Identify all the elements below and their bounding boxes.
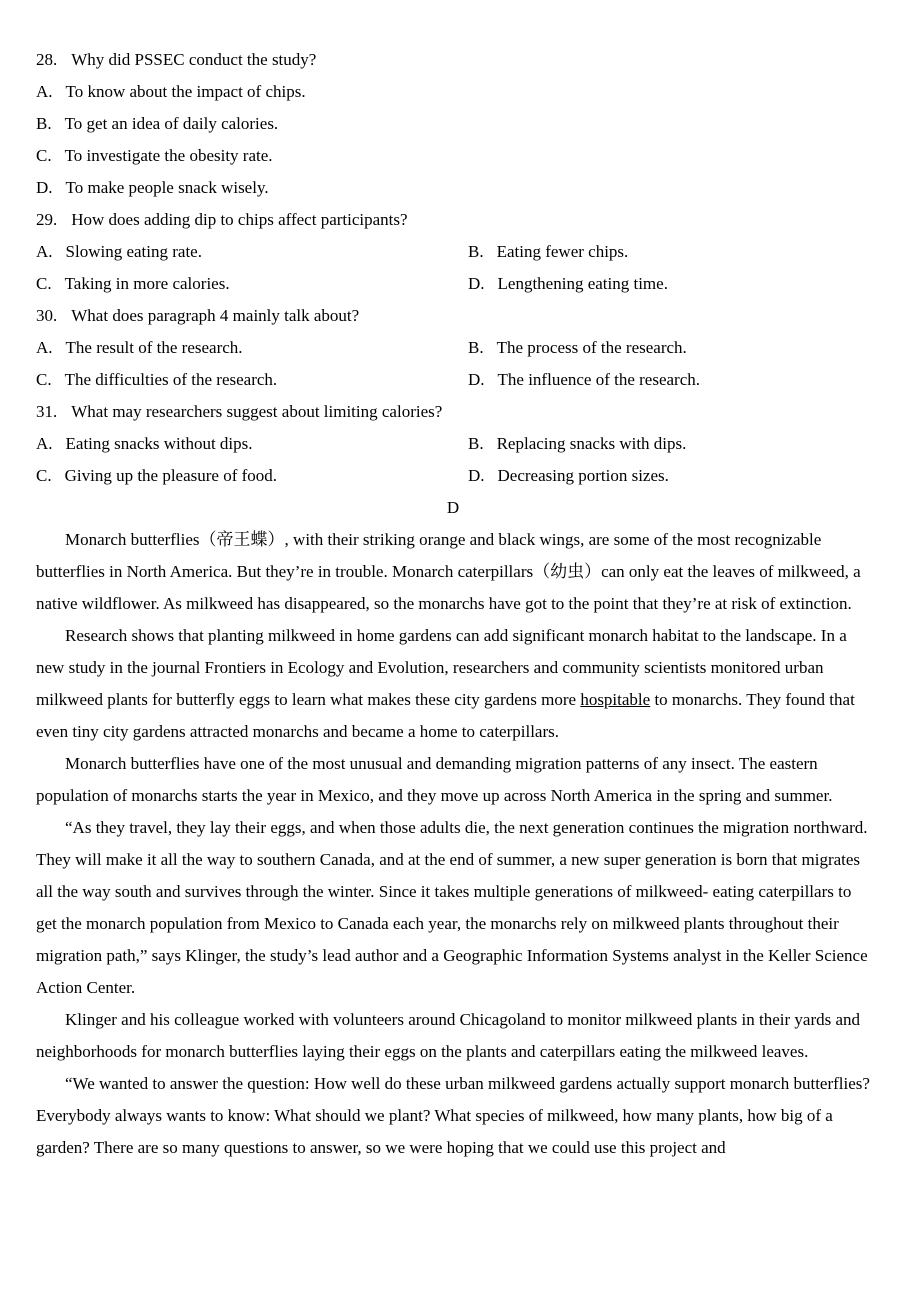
underlined-word-hospitable: hospitable (580, 690, 651, 709)
passage-paragraph-4: “As they travel, they lay their eggs, and when those adults die, the next generation continues the migration northward. They will make it all the way to southern Canada, and at the end of summer, a new super generation is born that migrates all the way south and survives through the winter. Since it takes multiple generations of milkweed- eating caterpillars to get the monarch population from Mexico to Canada each year, the monarchs rely on milkweed plants throughout their migration path,” says Klinger, the study’s lead author and a Geographic Information Systems analyst in the Keller Science Action Center. (36, 818, 868, 997)
question-31-options-row-2 (36, 460, 870, 492)
option-label: A. (36, 242, 53, 261)
question-30-option-a (36, 332, 468, 364)
question-30-option-c (36, 364, 468, 396)
paragraph-2-pre: Research shows that planting milkweed in home gardens can add significant monarch habitat to the landscape. In a new study in the journal Frontiers in Ecology and Evolution, researchers and community scientists monitored urban milkweed plants for butterfly eggs to learn what makes these city gardens more (36, 626, 847, 709)
option-text: The result of the research. (65, 338, 243, 357)
question-31-option-d (468, 460, 669, 492)
option-label: C. (36, 370, 52, 389)
passage-d (36, 524, 870, 1164)
option-text: The process of the research. (496, 338, 687, 357)
question-30 (36, 300, 870, 396)
option-text: Replacing snacks with dips. (496, 434, 687, 453)
option-text: Taking in more calories. (64, 274, 230, 293)
question-29-stem (36, 204, 870, 236)
option-label: D. (468, 370, 485, 389)
question-number: 28. (36, 50, 58, 69)
option-text: Giving up the pleasure of food. (64, 466, 278, 485)
question-30-options-row-1 (36, 332, 870, 364)
option-text: To know about the impact of chips. (65, 82, 306, 101)
passage-paragraph-6: “We wanted to answer the question: How well do these urban milkweed gardens actually support monarch butterflies? Everybody always wants to know: What should we plant? What species of milkweed, how many plants, how big of a garden? There are so many questions to answer, so we were hoping that we could use this project and (36, 1074, 870, 1157)
option-label: D. (468, 466, 485, 485)
question-28-option-c (36, 140, 870, 172)
option-text: Slowing eating rate. (65, 242, 202, 261)
option-label: A. (36, 338, 53, 357)
question-31-stem (36, 396, 870, 428)
question-31-option-a (36, 428, 468, 460)
option-text: Decreasing portion sizes. (497, 466, 669, 485)
question-29-option-c (36, 268, 468, 300)
question-29-options-row-2 (36, 268, 870, 300)
question-30-option-b (468, 332, 687, 364)
question-number: 30. (36, 306, 58, 325)
question-30-stem (36, 300, 870, 332)
option-label: C. (36, 146, 52, 165)
option-label: C. (36, 466, 52, 485)
passage-paragraph-2 (36, 620, 870, 748)
question-31-options-row-1 (36, 428, 870, 460)
passage-paragraph-1: Monarch butterflies（帝王蝶）, with their striking orange and black wings, are some of the most recognizable butterflies in North America. But they’re in trouble. Monarch caterpillars（幼虫）can only eat the leaves of milkweed, a native wildflower. As milkweed has disappeared, so the monarchs have got to the point that they’re at risk of extinction. (36, 530, 861, 613)
option-text: To get an idea of daily calories. (64, 114, 279, 133)
question-30-options-row-2 (36, 364, 870, 396)
question-29-options-row-1 (36, 236, 870, 268)
option-text: Lengthening eating time. (497, 274, 668, 293)
question-text: How does adding dip to chips affect participants? (71, 210, 408, 229)
passage-paragraph-3: Monarch butterflies have one of the most unusual and demanding migration patterns of any insect. The eastern population of monarchs starts the year in Mexico, and they move up across North America in the spring and summer. (36, 754, 833, 805)
question-28-option-d (36, 172, 870, 204)
option-label: A. (36, 434, 53, 453)
option-label: B. (36, 114, 52, 133)
question-number: 29. (36, 210, 58, 229)
option-label: B. (468, 434, 484, 453)
option-text: To make people snack wisely. (65, 178, 269, 197)
question-31-option-b (468, 428, 686, 460)
option-text: Eating snacks without dips. (65, 434, 253, 453)
question-28 (36, 44, 870, 204)
question-30-option-d (468, 364, 700, 396)
question-28-option-b (36, 108, 870, 140)
option-text: Eating fewer chips. (496, 242, 629, 261)
option-text: The difficulties of the research. (64, 370, 278, 389)
question-number: 31. (36, 402, 58, 421)
option-label: D. (468, 274, 485, 293)
option-text: To investigate the obesity rate. (64, 146, 273, 165)
question-text: Why did PSSEC conduct the study? (71, 50, 317, 69)
option-label: B. (468, 338, 484, 357)
question-28-stem (36, 44, 870, 76)
question-31 (36, 396, 870, 492)
passage-d-heading: D (446, 498, 460, 517)
question-29 (36, 204, 870, 300)
option-text: The influence of the research. (497, 370, 701, 389)
paragraph-2-post: to monarchs. They found that even tiny city gardens attracted monarchs and became a home to caterpillars. (36, 690, 855, 741)
option-label: A. (36, 82, 53, 101)
option-label: D. (36, 178, 53, 197)
question-29-option-a (36, 236, 468, 268)
option-label: B. (468, 242, 484, 261)
question-28-option-a (36, 76, 870, 108)
question-29-option-b (468, 236, 628, 268)
question-29-option-d (468, 268, 668, 300)
option-label: C. (36, 274, 52, 293)
question-31-option-c (36, 460, 468, 492)
question-text: What does paragraph 4 mainly talk about? (71, 306, 360, 325)
passage-paragraph-5: Klinger and his colleague worked with volunteers around Chicagoland to monitor milkweed plants in their yards and neighborhoods for monarch butterflies laying their eggs on the plants and caterpillars eating the milkweed leaves. (36, 1010, 861, 1061)
question-text: What may researchers suggest about limiting calories? (71, 402, 443, 421)
